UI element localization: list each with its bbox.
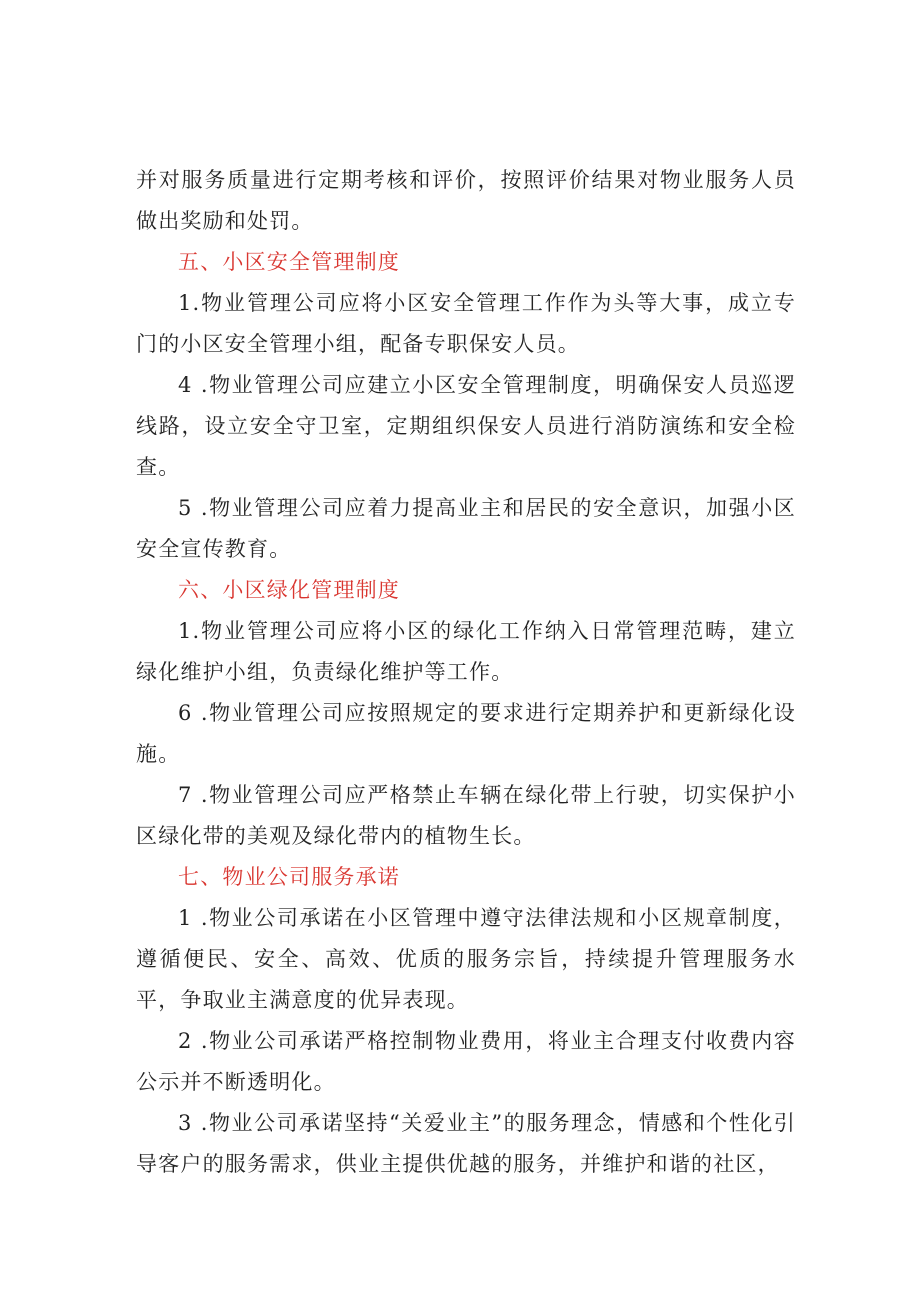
- section-5-heading: 五、小区安全管理制度: [178, 250, 400, 274]
- section-5-item-4: 4 .物业管理公司应建立小区安全管理制度，明确保安人员巡逻线路，设立安全守卫室，定期组织保安人员进行消防演练和安全检查。: [136, 373, 796, 479]
- section-7-item-1: 1 .物业公司承诺在小区管理中遵守法律法规和小区规章制度，遵循便民、安全、高效、优质的服务宗旨，持续提升管理服务水平，争取业主满意度的优异表现。: [136, 906, 796, 1012]
- section-6-item-7: 7 .物业管理公司应严格禁止车辆在绿化带上行驶，切实保护小区绿化带的美观及绿化带内的植物生长。: [136, 783, 796, 848]
- section-7-item-3: 3 .物业公司承诺坚持“关爱业主”的服务理念，情感和个性化引导客户的服务需求，供业主提供优越的服务，并维护和谐的社区，: [136, 1111, 796, 1176]
- section-6-item-1: 1.物业管理公司应将小区的绿化工作纳入日常管理范畴，建立绿化维护小组，负责绿化维护等工作。: [136, 619, 796, 684]
- document-body: [136, 160, 796, 1185]
- section-7-heading: 七、物业公司服务承诺: [178, 865, 400, 889]
- section-7-item-2: 2 .物业公司承诺严格控制物业费用，将业主合理支付收费内容公示并不断透明化。: [136, 1029, 796, 1094]
- section-5-item-1: 1.物业管理公司应将小区安全管理工作作为头等大事，成立专门的小区安全管理小组，配备专职保安人员。: [136, 291, 796, 356]
- intro-continuation: 并对服务质量进行定期考核和评价，按照评价结果对物业服务人员做出奖励和处罚。: [136, 168, 796, 233]
- section-6-heading: 六、小区绿化管理制度: [178, 578, 400, 602]
- section-6-item-6: 6 .物业管理公司应按照规定的要求进行定期养护和更新绿化设施。: [136, 701, 796, 766]
- section-5-item-5: 5 .物业管理公司应着力提高业主和居民的安全意识，加强小区安全宣传教育。: [136, 496, 796, 561]
